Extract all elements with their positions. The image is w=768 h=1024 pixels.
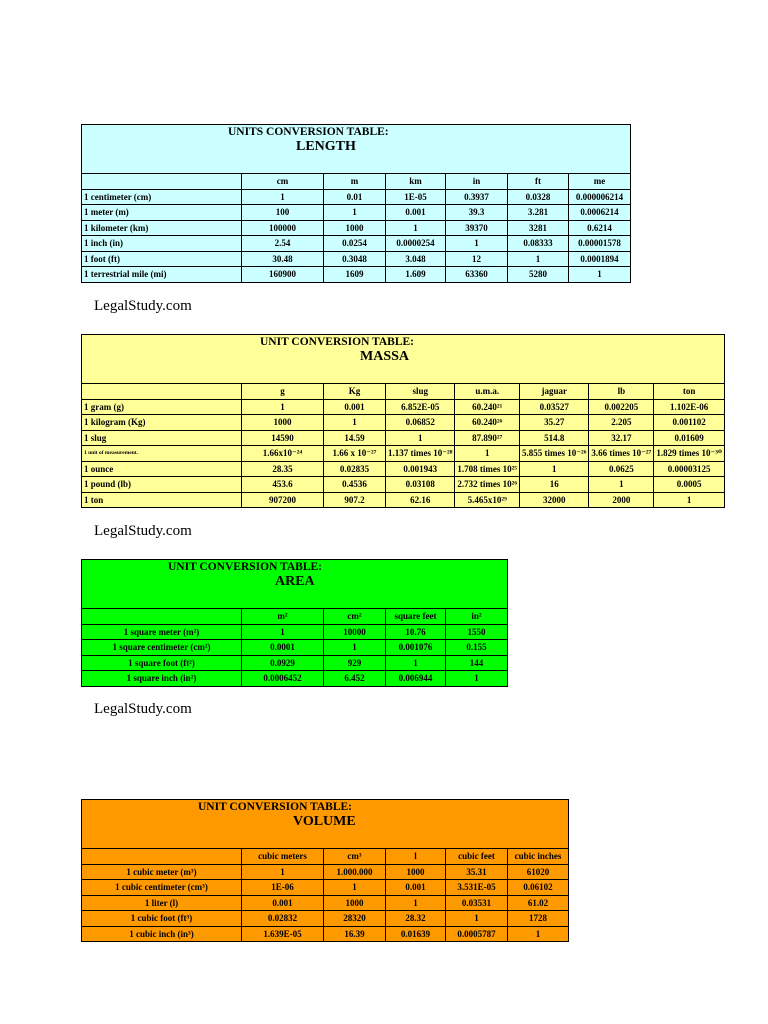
table-cell: 0.000006214 [569,189,631,205]
table-cell: 1.102E-06 [654,399,725,415]
header-cell: cm [242,174,324,190]
table-row [82,415,725,431]
table-row [82,220,631,236]
row-label: 1 inch (in) [82,236,242,252]
table-cell: 1 [324,415,386,431]
area-header-row [82,609,508,625]
table-row [82,864,569,880]
header-cell: cubic meters [242,849,324,865]
table-cell: 39370 [446,220,508,236]
row-label: 1 square inch (in²) [82,671,242,687]
table-cell: 1 [654,492,725,508]
table-cell: 907200 [242,492,324,508]
table-row [82,430,725,446]
volume-table-subtitle: VOLUME [293,814,356,829]
row-label: 1 unit of measurement. [82,446,242,462]
table-row [82,911,569,927]
table-cell: 14.59 [324,430,386,446]
table-cell: 0.02832 [242,911,324,927]
table-cell: 0.001 [242,895,324,911]
table-cell: 0.001 [386,205,446,221]
table-cell: 12 [446,251,508,267]
header-cell: l [386,849,446,865]
table-cell: 0.00001578 [569,236,631,252]
table-cell: 2.732 times 10²⁶ [455,477,520,493]
table-row [82,655,508,671]
table-cell: 929 [324,655,386,671]
table-cell: 0.0006214 [569,205,631,221]
table-cell: 0.6214 [569,220,631,236]
table-cell: 100 [242,205,324,221]
area-title-cell [82,560,508,609]
table-cell: 0.4536 [324,477,386,493]
massa-table-title: UNIT CONVERSION TABLE: [260,336,415,348]
table-row [82,236,631,252]
table-cell: 1 [324,640,386,656]
table-row [82,267,631,283]
table-cell: 28320 [324,911,386,927]
table-cell: 1 [386,220,446,236]
table-cell: 160900 [242,267,324,283]
table-row [82,492,725,508]
header-cell: cm³ [324,849,386,865]
table-cell: 0.0001 [242,640,324,656]
table-cell: 35.31 [446,864,508,880]
table-cell: 1 [455,446,520,462]
table-cell: 1.609 [386,267,446,283]
header-cell: lb [589,384,654,400]
table-cell: 10.76 [386,624,446,640]
table-cell: 1 [589,477,654,493]
length-table [81,124,631,283]
table-row [82,461,725,477]
volume-table [81,799,569,942]
header-cell: in² [446,609,508,625]
massa-table-block [81,334,725,508]
table-cell: 1 [446,671,508,687]
table-cell: 60.240²⁶ [455,415,520,431]
table-row [82,205,631,221]
row-label: 1 meter (m) [82,205,242,221]
table-cell: 61020 [508,864,569,880]
table-cell: 1 [520,461,589,477]
header-cell [82,384,242,400]
table-cell: 5280 [508,267,569,283]
table-cell: 453.6 [242,477,324,493]
row-label: 1 ounce [82,461,242,477]
table-cell: 0.0929 [242,655,324,671]
table-cell: 0.0005787 [446,926,508,942]
table-cell: 0.001102 [654,415,725,431]
header-cell: ton [654,384,725,400]
row-label: 1 cubic foot (ft³) [82,911,242,927]
watermark-text: LegalStudy.com [94,523,192,539]
header-cell: Kg [324,384,386,400]
header-cell: m² [242,609,324,625]
table-cell: 2000 [589,492,654,508]
length-table-title: UNITS CONVERSION TABLE: [228,126,389,138]
table-cell: 0.01609 [654,430,725,446]
table-cell: 514.8 [520,430,589,446]
table-cell: 2.54 [242,236,324,252]
table-cell: 0.001 [324,399,386,415]
massa-header-row [82,384,725,400]
table-cell: 0.08333 [508,236,569,252]
header-cell: slug [386,384,455,400]
table-row [82,640,508,656]
table-cell: 1.66 x 10⁻²⁷ [324,446,386,462]
table-cell: 1000 [324,220,386,236]
table-cell: 1 [242,624,324,640]
table-row [82,671,508,687]
header-cell [82,849,242,865]
table-cell: 144 [446,655,508,671]
header-cell: u.m.a. [455,384,520,400]
row-label: 1 square centimeter (cm²) [82,640,242,656]
table-cell: 10000 [324,624,386,640]
table-cell: 62.16 [386,492,455,508]
area-table-block [81,559,508,687]
table-row [82,251,631,267]
massa-table-subtitle: MASSA [360,349,410,364]
table-cell: 1 [508,926,569,942]
header-cell: cm² [324,609,386,625]
header-cell: cubic feet [446,849,508,865]
row-label: 1 pound (lb) [82,477,242,493]
table-cell: 1 [242,864,324,880]
table-cell: 1000 [386,864,446,880]
table-row [82,446,725,462]
length-table-block [81,124,631,283]
table-cell: 100000 [242,220,324,236]
header-cell: m [324,174,386,190]
row-label: 1 kilogram (Kg) [82,415,242,431]
header-cell [82,174,242,190]
table-cell: 0.3048 [324,251,386,267]
header-cell: square feet [386,609,446,625]
table-cell: 1 [242,399,324,415]
table-cell: 0.03531 [446,895,508,911]
table-row [82,926,569,942]
header-cell: ft [508,174,569,190]
table-cell: 0.001 [386,880,446,896]
table-cell: 0.03108 [386,477,455,493]
table-cell: 0.006944 [386,671,446,687]
table-row [82,895,569,911]
table-cell: 1 [386,430,455,446]
table-cell: 87.890²⁷ [455,430,520,446]
table-cell: 1 [386,895,446,911]
table-cell: 1550 [446,624,508,640]
massa-table [81,334,725,508]
row-label: 1 foot (ft) [82,251,242,267]
table-cell: 14590 [242,430,324,446]
table-cell: 1728 [508,911,569,927]
header-cell [82,609,242,625]
row-label: 1 terrestrial mile (mi) [82,267,242,283]
table-cell: 60.240²¹ [455,399,520,415]
table-cell: 0.155 [446,640,508,656]
table-cell: 1E-06 [242,880,324,896]
table-cell: 0.0000254 [386,236,446,252]
table-row [82,880,569,896]
table-cell: 0.03527 [520,399,589,415]
table-cell: 0.01 [324,189,386,205]
table-cell: 3.281 [508,205,569,221]
table-cell: 0.0254 [324,236,386,252]
table-cell: 1000 [324,895,386,911]
table-row [82,189,631,205]
table-cell: 1 [446,236,508,252]
row-label: 1 square foot (ft²) [82,655,242,671]
area-table-title: UNIT CONVERSION TABLE: [168,561,323,573]
table-cell: 6.452 [324,671,386,687]
table-cell: 1 [508,251,569,267]
table-cell: 6.852E-05 [386,399,455,415]
table-cell: 28.35 [242,461,324,477]
table-cell: 39.3 [446,205,508,221]
table-cell: 1.66x10⁻²⁴ [242,446,324,462]
table-cell: 1609 [324,267,386,283]
table-cell: 0.02835 [324,461,386,477]
table-cell: 3.048 [386,251,446,267]
table-cell: 0.00003125 [654,461,725,477]
table-cell: 1E-05 [386,189,446,205]
table-row [82,399,725,415]
table-cell: 3.531E-05 [446,880,508,896]
length-title-cell [82,125,631,174]
area-table [81,559,508,687]
header-cell: me [569,174,631,190]
watermark-text: LegalStudy.com [94,298,192,314]
row-label: 1 ton [82,492,242,508]
table-cell: 1 [569,267,631,283]
length-header-row [82,174,631,190]
table-cell: 5.855 times 10⁻²⁶ [520,446,589,462]
row-label: 1 centimeter (cm) [82,189,242,205]
table-cell: 3.66 times 10⁻²⁷ [589,446,654,462]
table-cell: 5.465x10²⁹ [455,492,520,508]
table-cell: 3281 [508,220,569,236]
header-cell: cubic inches [508,849,569,865]
table-cell: 0.01639 [386,926,446,942]
row-label: 1 cubic meter (m³) [82,864,242,880]
row-label: 1 gram (g) [82,399,242,415]
table-cell: 16 [520,477,589,493]
row-label: 1 cubic inch (in³) [82,926,242,942]
row-label: 1 kilometer (km) [82,220,242,236]
table-cell: 907.2 [324,492,386,508]
table-cell: 61.02 [508,895,569,911]
table-row [82,624,508,640]
table-cell: 1 [386,655,446,671]
table-cell: 1.137 times 10⁻²⁸ [386,446,455,462]
table-cell: 28.32 [386,911,446,927]
table-cell: 1.639E-05 [242,926,324,942]
table-cell: 1.000.000 [324,864,386,880]
header-cell: in [446,174,508,190]
volume-table-title: UNIT CONVERSION TABLE: [198,801,353,813]
length-table-subtitle: LENGTH [296,139,356,154]
header-cell: jaguar [520,384,589,400]
table-cell: 0.0005 [654,477,725,493]
table-cell: 32.17 [589,430,654,446]
table-cell: 1 [324,205,386,221]
table-cell: 0.0001894 [569,251,631,267]
row-label: 1 slug [82,430,242,446]
header-cell: km [386,174,446,190]
volume-title-cell [82,800,569,849]
table-cell: 0.001076 [386,640,446,656]
row-label: 1 liter (l) [82,895,242,911]
table-cell: 0.0625 [589,461,654,477]
volume-header-row [82,849,569,865]
table-cell: 0.0328 [508,189,569,205]
table-cell: 1 [324,880,386,896]
table-cell: 63360 [446,267,508,283]
area-table-subtitle: AREA [275,574,315,589]
watermark-text: LegalStudy.com [94,701,192,717]
table-cell: 0.001943 [386,461,455,477]
table-cell: 30.48 [242,251,324,267]
table-row [82,477,725,493]
table-cell: 16.39 [324,926,386,942]
table-cell: 1 [242,189,324,205]
table-cell: 32000 [520,492,589,508]
table-cell: 0.3937 [446,189,508,205]
table-cell: 1 [446,911,508,927]
table-cell: 0.06852 [386,415,455,431]
row-label: 1 cubic centimeter (cm³) [82,880,242,896]
row-label: 1 square meter (m²) [82,624,242,640]
table-cell: 0.002205 [589,399,654,415]
table-cell: 2.205 [589,415,654,431]
table-cell: 1.708 times 10²⁵ [455,461,520,477]
table-cell: 1000 [242,415,324,431]
table-cell: 1.829 times 10⁻³⁰ [654,446,725,462]
table-cell: 35.27 [520,415,589,431]
table-cell: 0.0006452 [242,671,324,687]
header-cell: g [242,384,324,400]
massa-title-cell [82,335,725,384]
table-cell: 0.06102 [508,880,569,896]
volume-table-block [81,799,569,942]
